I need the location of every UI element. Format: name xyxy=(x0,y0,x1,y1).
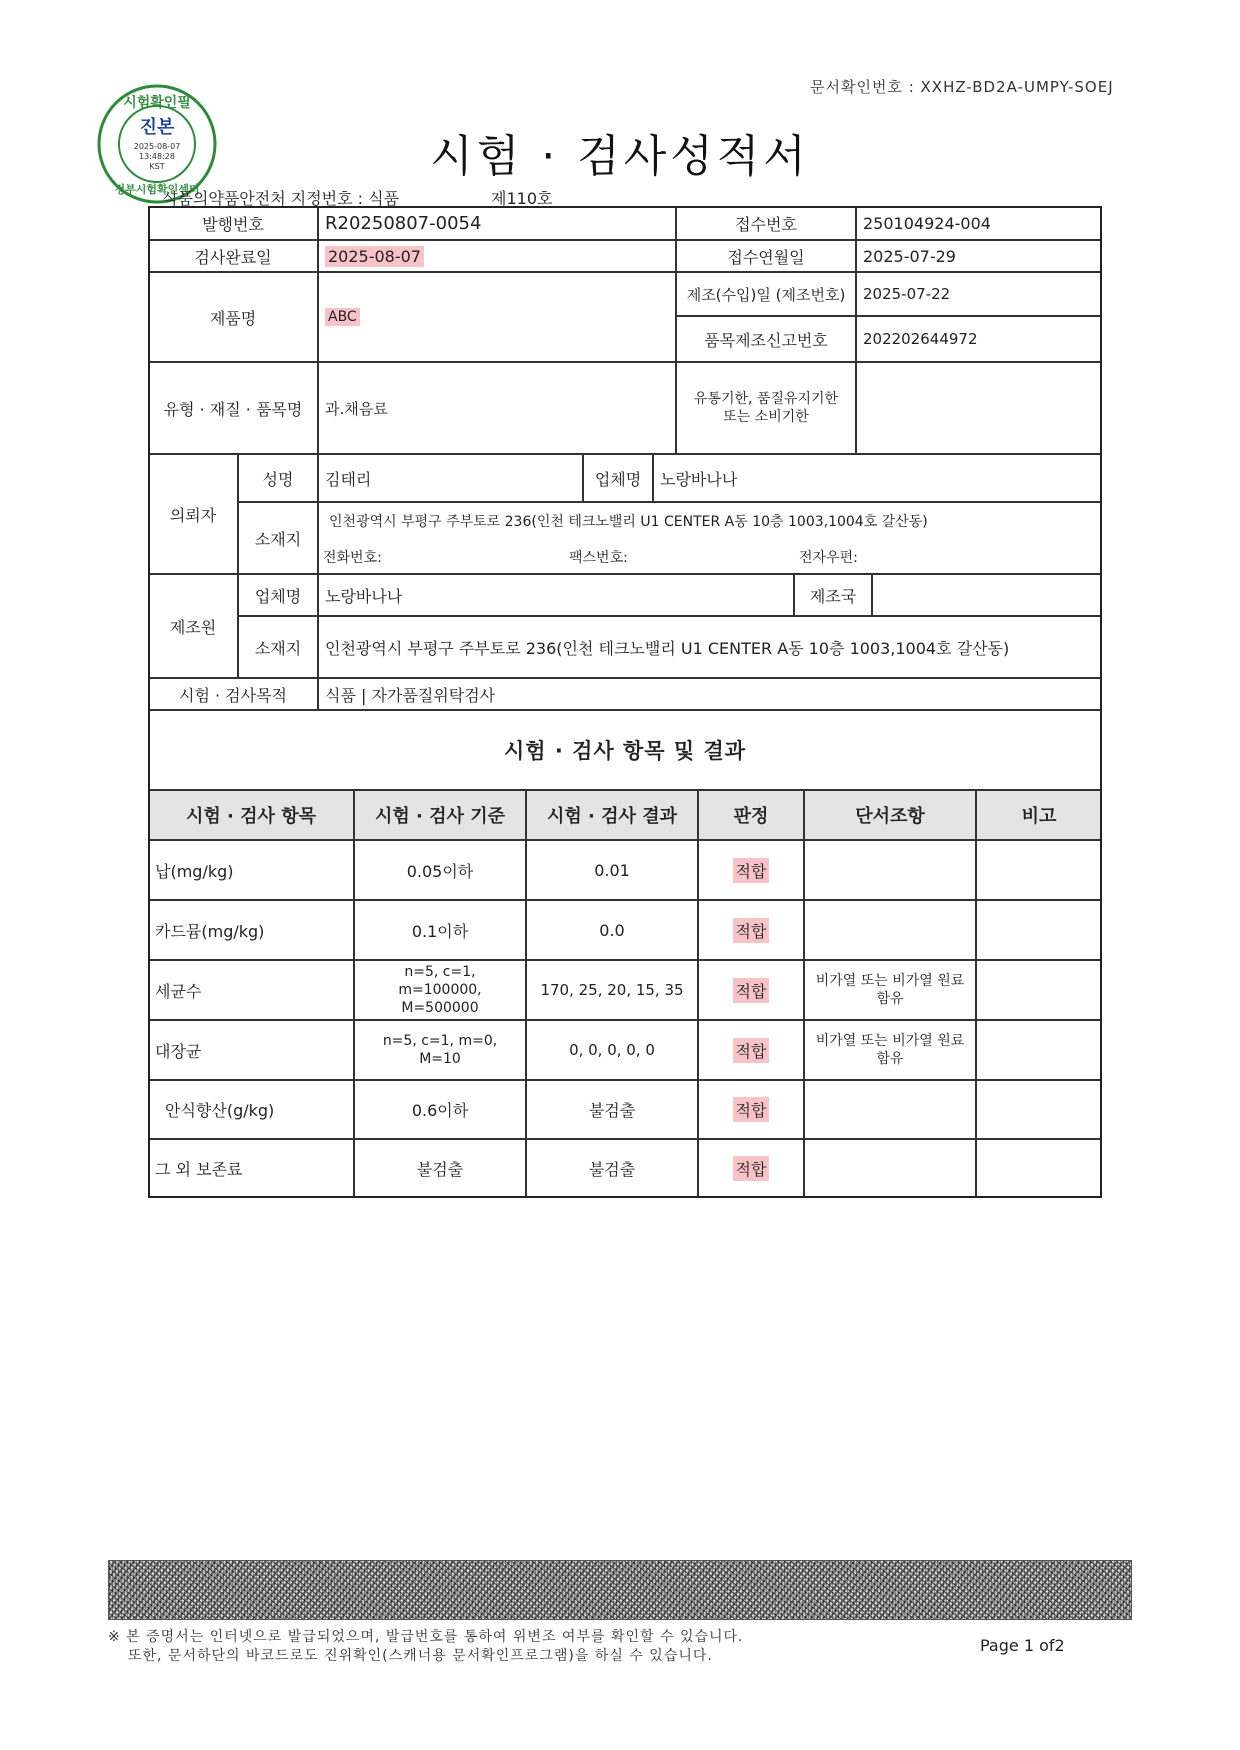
footer-note-line2: 또한, 문서하단의 바코드로도 진위확인(스캐너용 문서확인프로그램)을 하실 수 있습니다. xyxy=(128,1648,713,1664)
product-name-value: ABC xyxy=(325,308,360,326)
complete-date-value: 2025-08-07 xyxy=(325,246,424,267)
result-verdict-cell xyxy=(698,1020,804,1080)
result-verdict: 적합 xyxy=(733,858,770,883)
result-value: 0.01 xyxy=(526,840,698,900)
designation-value: 제110호 xyxy=(491,189,553,208)
product-name-cell xyxy=(318,272,676,362)
designation-label: 식품의약품안전처 지정번호 : 식품 xyxy=(162,189,400,208)
result-verdict-cell xyxy=(698,840,804,900)
result-verdict-cell xyxy=(698,1080,804,1139)
complete-date-cell xyxy=(318,240,676,272)
seal-center-text: 진본 xyxy=(139,117,175,138)
result-value: 170, 25, 20, 15, 35 xyxy=(526,960,698,1020)
requester-company-label: 업체명 xyxy=(583,454,653,502)
result-verdict: 적합 xyxy=(733,978,770,1003)
footer-note xyxy=(108,1628,744,1666)
purpose-value: 식품 | 자가품질위탁검사 xyxy=(318,678,1102,710)
result-value: 0.0 xyxy=(526,900,698,960)
manufacturer-company-value: 노랑바나나 xyxy=(318,574,794,616)
requester-name-label: 성명 xyxy=(238,454,318,502)
type-value: 과.채음료 xyxy=(318,362,676,454)
result-verdict-cell xyxy=(698,1139,804,1198)
result-proviso xyxy=(804,900,976,960)
report-no-value: 202202644972 xyxy=(856,316,1102,362)
result-proviso xyxy=(804,1080,976,1139)
requester-address-value: 인천광역시 부평구 주부토로 236(인천 테크노밸리 U1 CENTER A동 10층 1003,1004호 갈산동) xyxy=(329,514,928,530)
result-verdict-cell xyxy=(698,900,804,960)
manufacturer-address-label: 소재지 xyxy=(238,616,318,678)
results-header-note: 비고 xyxy=(976,790,1102,840)
results-header-item: 시험 · 검사 항목 xyxy=(148,790,354,840)
result-proviso: 비가열 또는 비가열 원료 함유 xyxy=(804,960,976,1020)
expiry-label xyxy=(676,362,856,454)
page-title: 시험 · 검사성적서 xyxy=(430,131,810,182)
phone-label: 전화번호: xyxy=(323,550,382,566)
footer-note-line1: ※ 본 증명서는 인터넷으로 발급되었으며, 발급번호를 통하여 위변조 여부를 확인할 수 있습니다. xyxy=(108,1629,744,1645)
page-number: Page 1 of2 xyxy=(980,1636,1065,1655)
result-verdict: 적합 xyxy=(733,1097,770,1122)
email-label: 전자우편: xyxy=(799,550,858,566)
result-value: 불검출 xyxy=(526,1080,698,1139)
result-note xyxy=(976,840,1102,900)
receipt-no-value: 250104924-004 xyxy=(856,206,1102,240)
results-header-proviso: 단서조항 xyxy=(804,790,976,840)
mfg-date-label: 제조(수입)일 (제조번호) xyxy=(676,272,856,316)
result-verdict-cell xyxy=(698,960,804,1020)
result-standard: 0.05이하 xyxy=(354,840,526,900)
issue-no-label: 발행번호 xyxy=(148,206,318,240)
expiry-value xyxy=(856,362,1102,454)
requester-label: 의뢰자 xyxy=(148,454,238,574)
result-proviso xyxy=(804,840,976,900)
result-standard: n=5, c=1, m=0, M=10 xyxy=(354,1020,526,1080)
receipt-date-value: 2025-07-29 xyxy=(856,240,1102,272)
result-note xyxy=(976,960,1102,1020)
receipt-date-label: 접수연월일 xyxy=(676,240,856,272)
manufacturer-company-label: 업체명 xyxy=(238,574,318,616)
result-item: 세균수 xyxy=(148,960,354,1020)
result-note xyxy=(976,1139,1102,1198)
expiry-label-line2: 또는 소비기한 xyxy=(723,409,809,425)
seal-time: 13:48:28 xyxy=(139,152,175,161)
results-header-result: 시험 · 검사 결과 xyxy=(526,790,698,840)
manufacturer-label: 제조원 xyxy=(148,574,238,678)
result-note xyxy=(976,1020,1102,1080)
result-note xyxy=(976,1080,1102,1139)
result-item: 대장균 xyxy=(148,1020,354,1080)
result-item: 카드뮴(mg/kg) xyxy=(148,900,354,960)
result-proviso xyxy=(804,1139,976,1198)
result-standard: 0.1이하 xyxy=(354,900,526,960)
requester-address-cell xyxy=(318,502,1102,574)
result-item: 그 외 보존료 xyxy=(148,1139,354,1198)
receipt-no-label: 접수번호 xyxy=(676,206,856,240)
result-verdict: 적합 xyxy=(733,1156,770,1181)
result-value: 0, 0, 0, 0, 0 xyxy=(526,1020,698,1080)
issue-no-value: R20250807-0054 xyxy=(318,206,676,240)
result-verdict: 적합 xyxy=(733,918,770,943)
result-value: 불검출 xyxy=(526,1139,698,1198)
product-name-label: 제품명 xyxy=(148,272,318,362)
result-item: 안식향산(g/kg) xyxy=(148,1080,354,1139)
requester-company-value: 노랑바나나 xyxy=(653,454,1102,502)
result-verdict: 적합 xyxy=(733,1038,770,1063)
fax-label: 팩스번호: xyxy=(569,550,628,566)
mfg-date-value: 2025-07-22 xyxy=(856,272,1102,316)
seal-outer-text: 시험확인필 xyxy=(123,95,191,111)
seal-date: 2025-08-07 xyxy=(133,142,181,151)
result-standard: 불검출 xyxy=(354,1139,526,1198)
results-header-verdict: 판정 xyxy=(698,790,804,840)
complete-date-label: 검사완료일 xyxy=(148,240,318,272)
result-standard: 0.6이하 xyxy=(354,1080,526,1139)
manufacturer-country-label: 제조국 xyxy=(794,574,872,616)
result-proviso: 비가열 또는 비가열 원료 함유 xyxy=(804,1020,976,1080)
expiry-label-line1: 유통기한, 품질유지기한 xyxy=(693,391,839,407)
verification-barcode xyxy=(108,1560,1132,1620)
manufacturer-country-value xyxy=(872,574,1102,616)
seal-tz: KST xyxy=(149,162,165,171)
requester-name-value: 김태리 xyxy=(318,454,583,502)
result-standard: n=5, c=1, m=100000, M=500000 xyxy=(354,960,526,1020)
results-header-standard: 시험 · 검사 기준 xyxy=(354,790,526,840)
seal-bottom-text: 정부시험확인센터 xyxy=(114,183,200,196)
requester-address-label: 소재지 xyxy=(238,502,318,574)
result-item: 납(mg/kg) xyxy=(148,840,354,900)
manufacturer-address-value: 인천광역시 부평구 주부토로 236(인천 테크노밸리 U1 CENTER A동 10층 1003,1004호 갈산동) xyxy=(318,616,1102,678)
purpose-label: 시험 · 검사목적 xyxy=(148,678,318,710)
report-no-label: 품목제조신고번호 xyxy=(676,316,856,362)
document-confirm-number: 문서확인번호 : XXHZ-BD2A-UMPY-SOEJ xyxy=(810,78,1114,96)
result-note xyxy=(976,900,1102,960)
results-section-title: 시험 · 검사 항목 및 결과 xyxy=(148,710,1102,790)
type-label: 유형 · 재질 · 품목명 xyxy=(148,362,318,454)
